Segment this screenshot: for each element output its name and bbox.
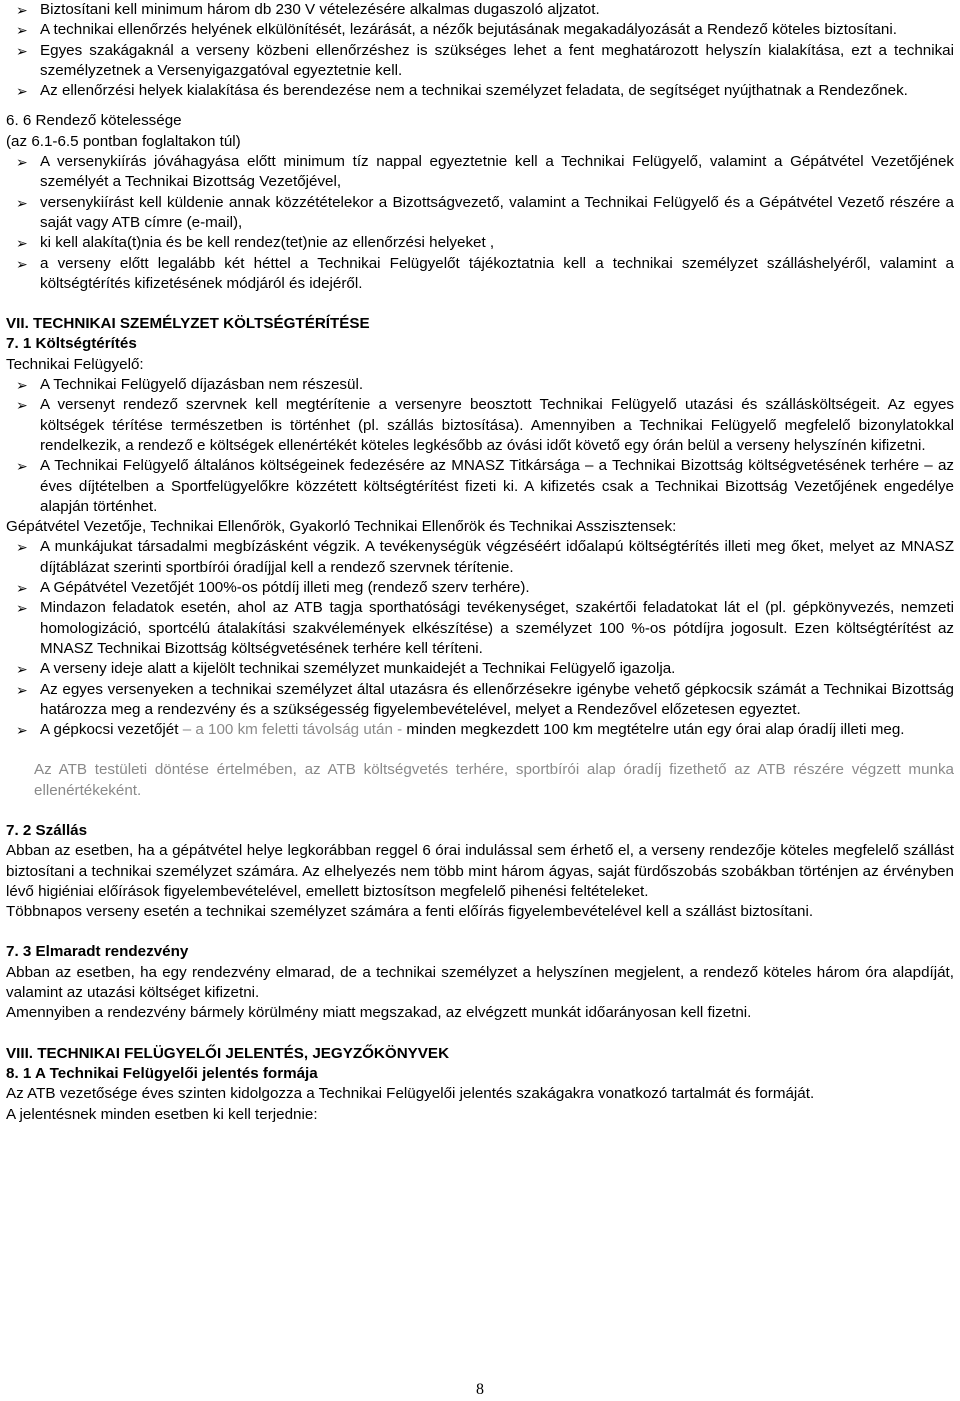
list-item: ➢ Biztosítani kell minimum három db 230 V vételezésére alkalmas dugaszoló aljzatot. [6, 0, 954, 20]
list-item: ➢ A gépkocsi vezetőjét – a 100 km feletti távolság után - minden megkezdett 100 km megtételre után egy órai alap óradíj illeti meg. [6, 720, 954, 740]
arrow-bullet-icon: ➢ [16, 600, 28, 617]
paragraph: Az ATB vezetősége éves szinten kidolgozza a Technikai Felügyelői jelentés szakágakra vonatkozó tartalmát és formáját. [6, 1085, 815, 1103]
list-item: ➢ versenykiírást kell küldenie annak közzétételekor a Bizottságvezető, valamint a Technikai Felügyelő és a Gépátvétel Vezető részére a saját vagy ATB címre (e-mail), [6, 193, 954, 234]
chapter-heading-vii: VII. TECHNIKAI SZEMÉLYZET KÖLTSÉGTÉRÍTÉSE [6, 315, 370, 333]
arrow-bullet-icon: ➢ [16, 661, 28, 678]
section-heading-8-1: 8. 1 A Technikai Felügyelői jelentés formája [6, 1064, 318, 1082]
arrow-bullet-icon: ➢ [16, 154, 28, 171]
atb-note: Az ATB testületi döntése értelmében, az ATB költségvetés terhére, sportbírói alap óradíj fizethető az ATB részére végzett munka ellenértékeként. [34, 761, 954, 799]
list-item: ➢ A technikai ellenőrzés helyének elkülönítését, lezárását, a nézők bejutásának megakadályozását a Rendező köteles biztosítani. [6, 20, 954, 40]
list-item: ➢ Mindazon feladatok esetén, ahol az ATB tagja sporthatósági tevékenységet, szakértői feladatokat lát el (pl. gépkönyvezés, nemzeti homologizáció, sportcélú átalakítási szakvélemények elkészítése) a személyzet 100 %-os pótdíjra jogosult. Ezen költségtérítést az MNASZ Technikai Bizottság költségvetésének terhére kell téríteni. [6, 598, 954, 659]
chapter-heading-viii: VIII. TECHNIKAI FELÜGYELŐI JELENTÉS, JEGYZŐKÖNYVEK [6, 1044, 450, 1062]
arrow-bullet-icon: ➢ [16, 2, 28, 18]
arrow-bullet-icon: ➢ [16, 539, 28, 556]
arrow-bullet-icon: ➢ [16, 458, 28, 475]
arrow-bullet-icon: ➢ [16, 722, 28, 739]
section-heading-7-1: 7. 1 Költségtérítés [6, 335, 137, 353]
list-item: ➢ A Technikai Felügyelő általános költségeinek fedezésére az MNASZ Titkársága – a Technikai Bizottság költségvetésének terhére – az éves díjtételben a Sportfelügyelőkre közzétett költségtérítést fizeti ki. A kifizetés csak a Technikai Bizottság Vezetőjének engedélye alapján történhet. [6, 456, 954, 517]
list-item: ➢ A Technikai Felügyelő díjazásban nem részesül. [6, 375, 954, 395]
list-item: ➢ A Gépátvétel Vezetőjét 100%-os pótdíj illeti meg (rendező szerv terhére). [6, 578, 954, 598]
arrow-bullet-icon: ➢ [16, 580, 28, 597]
arrow-bullet-icon: ➢ [16, 377, 28, 394]
section-heading-7-2: 7. 2 Szállás [6, 821, 88, 839]
arrow-bullet-icon: ➢ [16, 397, 28, 414]
paragraph: Abban az esetben, ha a gépátvétel helye legkorábban reggel 6 órai indulással sem érhető el, a verseny rendezője köteles megfelelő szállást biztosítani a technikai személyzet számára. Az elhelyezés nem több mint három ágyas, saját fürdőszobás szobákban történjen az érvényben lévő higiéniai előírások figyelembevételével, emellett biztosítson megfelelő pihenési feltételeket. [6, 842, 954, 900]
gv-bullet-list [6, 537, 954, 740]
arrow-bullet-icon: ➢ [16, 83, 28, 100]
list-item: ➢ Az ellenőrzési helyek kialakítása és berendezése nem a technikai személyzet feladata, de segítséget nyújthatnak a Rendezőnek. [6, 81, 954, 101]
arrow-bullet-icon: ➢ [16, 42, 28, 59]
list-item: ➢ A versenyt rendező szervnek kell megtérítenie a versenyre beosztott Technikai Felügyelő utazási és szállásköltségeit. Az egyes költségek térítése természetben is történhet (pl. szállás biztosítása). Amennyiben a Technikai Felügyelő megfelelő bizonylatokkal rendelkezik, a rendező e költségek ellenértékét köteles legkésőbb az óvási időt követő egy órán belül a verseny helyszínén kifizetni. [6, 395, 954, 456]
list-item: ➢ A versenykiírás jóváhagyása előtt minimum tíz nappal egyeztetnie kell a Technikai Felügyelő, valamint a Gépátvétel Vezetőjének személyét a Technikai Bizottság Vezetőjével, [6, 152, 954, 193]
arrow-bullet-icon: ➢ [16, 194, 28, 211]
section-heading-7-3: 7. 3 Elmaradt rendezvény [6, 943, 189, 961]
tf-bullet-list [6, 375, 954, 517]
list-item: ➢ A munkájukat társadalmi megbízásként végzik. A tevékenységük végzéséért időalapú költségtérítés illeti meg őket, melyet az MNASZ díjtáblázat szerinti sportbírói óradíjjal kell a rendező szervnek térítenie. [6, 537, 954, 578]
tf-label: Technikai Felügyelő: [6, 355, 144, 373]
arrow-bullet-icon: ➢ [16, 255, 28, 272]
arrow-bullet-icon: ➢ [16, 681, 28, 698]
organizer-duties-list [6, 152, 954, 294]
paragraph: A jelentésnek minden esetben ki kell terjednie: [6, 1105, 318, 1123]
list-item: ➢ A verseny ideje alatt a kijelölt technikai személyzet munkaidejét a Technikai Felügyelő igazolja. [6, 659, 954, 679]
list-item: ➢ Az egyes versenyeken a technikai személyzet által utazásra és ellenőrzésekre igénybe vehető gépkocsik számát a Technikai Bizottság határozza meg a rendezvény és a szükségesség figyelembevételével, melyet a Rendezővel előzetesen egyeztet. [6, 680, 954, 721]
list-item: ➢ ki kell alakíta(t)nia és be kell rendez(tet)nie az ellenőrzési helyeket , [6, 233, 954, 253]
top-bullet-list [6, 0, 954, 101]
arrow-bullet-icon: ➢ [16, 235, 28, 252]
arrow-bullet-icon: ➢ [16, 22, 28, 39]
page-number: 8 [476, 1381, 484, 1398]
paragraph: Amennyiben a rendezvény bármely körülmény miatt megszakad, az elvégzett munkát időarányosan kell fizetni. [6, 1004, 752, 1022]
paragraph: Abban az esetben, ha egy rendezvény elmarad, de a technikai személyzet a helyszínen megjelent, a rendező köteles három óra alapdíját, valamint az utazási költséget kifizetni. [6, 963, 954, 1002]
section-heading-6-6: 6. 6 Rendező kötelessége [6, 112, 182, 130]
gv-label: Gépátvétel Vezetője, Technikai Ellenőrök, Gyakorló Technikai Ellenőrök és Technikai Asszisztensek: [6, 518, 677, 536]
list-item: ➢ a verseny előtt legalább két héttel a Technikai Felügyelőt tájékoztatnia kell a technikai személyzet szálláshelyéről, valamint a költségtérítés kifizetésének módjáról és idejéről. [6, 254, 954, 295]
paragraph: Többnapos verseny esetén a technikai személyzet számára a fenti előírás figyelembevételével kell a szállást biztosítani. [6, 903, 814, 921]
list-item: ➢ Egyes szakágaknál a verseny közbeni ellenőrzéshez is szükséges lehet a fent meghatározott helyszín kialakítása, ezt a technikai személyzetnek a Versenyigazgatóval egyeztetnie kell. [6, 41, 954, 82]
section-intro: (az 6.1-6.5 pontban foglaltakon túl) [6, 132, 241, 150]
